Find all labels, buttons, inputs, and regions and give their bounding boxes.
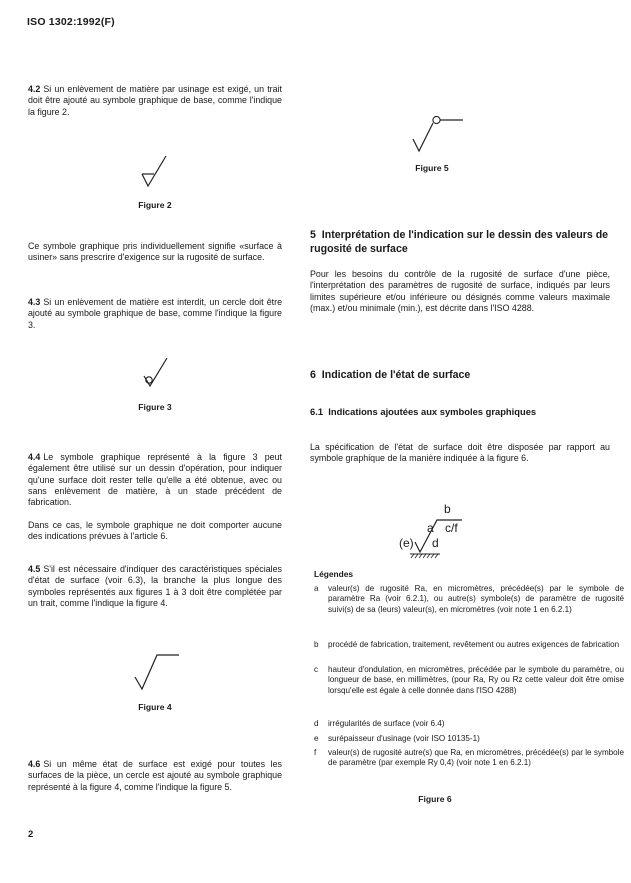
section-5-heading xyxy=(310,228,610,256)
figure-6-caption: Figure 6 xyxy=(418,794,452,804)
legend-key: f xyxy=(314,748,317,757)
document-header: ISO 1302:1992(F) xyxy=(27,16,115,28)
paragraph-4-3 xyxy=(28,297,282,331)
section-title: Indication de l'état de surface xyxy=(321,369,471,381)
figure-3-symbol xyxy=(142,356,170,390)
legend-text: valeur(s) de rugosité Ra, en micromètres, précédée(s) par le symbole de paramètre Ra (voir 6.2.1), ou autre(s) symbole(s) de paramètre de rugosité suivi(s) de sa (leurs) valeur(s), en micromètres (voir note 1 en 6.2.1) xyxy=(328,584,624,614)
legend-text: irrégularités de surface (voir 6.4) xyxy=(328,719,445,728)
paragraph-6-1: La spécification de l'état de surface doit être disposée par rapport au symbole graphique de la manière indiquée à la figure 6. xyxy=(310,442,610,464)
figure-4-caption: Figure 4 xyxy=(138,702,172,712)
legend-item xyxy=(314,748,624,780)
legend-text: surépaisseur d'usinage (voir ISO 10135-1) xyxy=(328,734,480,743)
figure-6-label-b: b xyxy=(444,502,451,516)
figure-6-label-a: a xyxy=(427,521,434,535)
figure-6-label-d: d xyxy=(432,536,439,550)
section-title: Interprétation de l'indication sur le dessin des valeurs de rugosité de surface xyxy=(310,229,609,255)
legend-key: b xyxy=(314,640,319,649)
section-number: 5 xyxy=(310,229,316,241)
clause-number: 4.2 xyxy=(28,84,41,94)
clause-number: 4.3 xyxy=(28,297,41,307)
figure-2-caption: Figure 2 xyxy=(138,200,172,210)
figure-4-symbol xyxy=(133,653,183,691)
legend-item xyxy=(314,734,624,745)
subsection-6-1-heading xyxy=(310,406,610,418)
paragraph-4-5 xyxy=(28,564,282,609)
section-6-heading xyxy=(310,368,610,382)
legend-key: a xyxy=(314,584,319,593)
legend-item xyxy=(314,719,624,730)
clause-text: S'il est nécessaire d'indiquer des caractéristiques spéciales d'état de surface (voir 6.3), la branche la plus longue des symboles représentés aux figures 1 à 3 doit être complétée par un trait, comme l'indique la figure 4. xyxy=(28,564,282,608)
clause-number: 4.4 xyxy=(28,452,41,462)
paragraph-4-2 xyxy=(28,84,282,118)
clause-number: 4.5 xyxy=(28,564,41,574)
legend-item xyxy=(314,640,624,662)
clause-number: 4.6 xyxy=(28,759,41,769)
paragraph-4-4 xyxy=(28,452,282,508)
legend-key: e xyxy=(314,734,319,743)
clause-text: Si un même état de surface est exigé pour toutes les surfaces de la pièce, un cercle est ajouté au symbole graphique représenté à la figure 4, comme l'indique la figure 5. xyxy=(28,759,282,792)
legend-key: c xyxy=(314,665,319,674)
legend-text: valeur(s) de rugosité autre(s) que Ra, en micromètres, précédée(s) par le symbole de paramètre (par exemple Ry 0,4) (voir note 1 en 6.2.1) xyxy=(328,748,624,768)
section-number: 6 xyxy=(310,369,316,381)
clause-text: Le symbole graphique représenté à la figure 3 peut également être utilisé sur un dessin d'opération, pour indiquer qu'une surface doit rester telle qu'elle a été obtenue, avec ou sans enlèvement de matière, à un stade précédent de fabrication. xyxy=(28,452,282,508)
paragraph-5: Pour les besoins du contrôle de la rugosité de surface d'une pièce, l'interprétation des paramètres de rugosité de surface, indiqués par leurs limites supérieure et/ou inférieure ou désignés comme valeurs maximale (max.) et/ou minimale (min.), est décrite dans l'ISO 4288. xyxy=(310,269,610,313)
figure-2-symbol xyxy=(140,154,170,190)
figure-5-symbol xyxy=(411,115,467,153)
section-number: 6.1 xyxy=(310,406,324,417)
figure-5-caption: Figure 5 xyxy=(415,163,449,173)
legend-key: d xyxy=(314,719,319,728)
figure-3-caption: Figure 3 xyxy=(138,402,172,412)
legend-item xyxy=(314,584,624,636)
figure-6-label-cf: c/f xyxy=(445,521,458,535)
figure-6-symbol xyxy=(400,505,480,565)
legend-item xyxy=(314,665,624,717)
legend-text: procédé de fabrication, traitement, revêtement ou autres exigences de fabrication xyxy=(328,640,620,649)
figure-6-label-e: (e) xyxy=(399,536,414,550)
legend-title: Légendes xyxy=(314,569,354,579)
section-title: Indications ajoutées aux symboles graphiques xyxy=(328,406,537,417)
paragraph-4-6 xyxy=(28,759,282,793)
paragraph-symbol-meaning: Ce symbole graphique pris individuellement signifie «surface à usiner» sans prescrire d'exigence sur la rugosité de surface. xyxy=(28,241,282,263)
page-number: 2 xyxy=(28,829,34,840)
paragraph-case: Dans ce cas, le symbole graphique ne doit comporter aucune des indications prévues à l'article 6. xyxy=(28,520,282,542)
clause-text: Si un enlèvement de matière est interdit, un cercle doit être ajouté au symbole graphique de base, comme l'indique la figure 3. xyxy=(28,297,282,330)
legend-text: hauteur d'ondulation, en micromètres, précédée par le symbole du paramètre, ou longueur de base, en millimètres, (pour Ra, Ry ou Rz cette valeur doit être omise lorsqu'elle est égale à celle donnée dans l'ISO 4288) xyxy=(328,665,624,695)
clause-text: Si un enlèvement de matière par usinage est exigé, un trait doit être ajouté au symbole graphique de base, comme l'indique la figure 2. xyxy=(28,84,282,117)
